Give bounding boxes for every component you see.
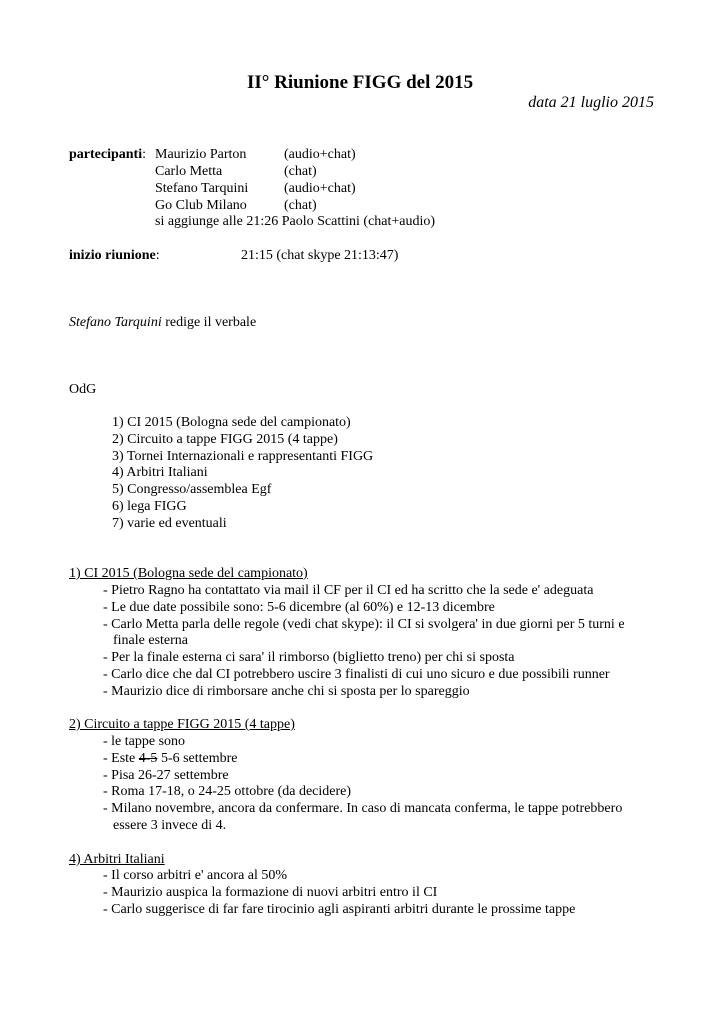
participants-colon: : (142, 147, 146, 162)
agenda-item: 6) lega FIGG (112, 499, 187, 514)
section-4-item: - Maurizio auspica la formazione di nuovi arbitri entro il CI (103, 885, 438, 900)
section-2-item: - Milano novembre, ancora da confermare. In caso di mancata conferma, le tappe potrebbero (103, 801, 623, 816)
section-1-item: - Per la finale esterna ci sara' il rimborso (biglietto treno) per chi si sposta (103, 650, 515, 665)
section-2-item-este (103, 750, 238, 767)
participants-label-text: partecipanti (69, 147, 143, 162)
section-1-item: - Pietro Ragno ha contattato via mail il CF per il CI ed ha scritto che la sede e' adeguata (103, 583, 594, 598)
section-2-item: - le tappe sono (103, 734, 186, 749)
participant-name: Stefano Tarquini (155, 181, 249, 196)
section-4-item: - Il corso arbitri e' ancora al 50% (103, 868, 288, 883)
participant-name: Maurizio Parton (155, 147, 247, 162)
section-1-item: - Carlo Metta parla delle regole (vedi chat skype): il CI si svolgera' in due giorni per 5 turni e (103, 617, 625, 632)
start-label (69, 247, 160, 264)
section-4-item: - Carlo suggerisce di far fare tirocinio agli aspiranti arbitri durante le prossime tappe (103, 902, 576, 917)
agenda-item: 3) Tornei Internazionali e rappresentanti FIGG (112, 449, 374, 464)
este-struck-date: 4-5 (138, 751, 158, 766)
agenda-item: 2) Circuito a tappe FIGG 2015 (4 tappe) (112, 432, 338, 447)
start-value: 21:15 (chat skype 21:13:47) (241, 248, 399, 263)
section-2-item: - Pisa 26-27 settembre (103, 768, 229, 783)
participant-mode: (audio+chat) (284, 181, 356, 196)
agenda-item: 4) Arbitri Italiani (112, 465, 208, 480)
late-participant: si aggiunge alle 21:26 Paolo Scattini (chat+audio) (155, 214, 436, 229)
section-2-heading: 2) Circuito a tappe FIGG 2015 (4 tappe) (69, 717, 295, 732)
secretary-text: redige il verbale (161, 315, 257, 330)
section-1-heading: 1) CI 2015 (Bologna sede del campionato) (69, 566, 308, 581)
section-1-item-continued: finale esterna (113, 633, 189, 648)
participant-mode: (audio+chat) (284, 147, 356, 162)
agenda-heading: OdG (69, 382, 97, 397)
este-prefix: - Este (103, 751, 139, 766)
agenda-item: 5) Congresso/assemblea Egf (112, 482, 272, 497)
participants-label (69, 146, 146, 163)
section-4-heading: 4) Arbitri Italiani (69, 852, 165, 867)
participant-name: Carlo Metta (155, 164, 223, 179)
section-1-item: - Le due date possibile sono: 5-6 dicembre (al 60%) e 12-13 dicembre (103, 600, 495, 615)
secretary-name: Stefano Tarquini (69, 315, 162, 330)
meeting-date: data 21 luglio 2015 (528, 94, 654, 111)
agenda-item: 7) varie ed eventuali (112, 516, 227, 531)
agenda-item: 1) CI 2015 (Bologna sede del campionato) (112, 415, 351, 430)
page-title: II° Riunione FIGG del 2015 (247, 72, 474, 93)
section-2-item-continued: essere 3 invece di 4. (113, 818, 227, 833)
section-1-item: - Carlo dice che dal CI potrebbero uscire 3 finalisti di cui uno sicuro e due possibili runner (103, 667, 610, 682)
participant-mode: (chat) (284, 164, 317, 179)
participant-name: Go Club Milano (155, 198, 247, 213)
secretary-line (69, 314, 256, 331)
section-2-item: - Roma 17-18, o 24-25 ottobre (da decidere) (103, 784, 352, 799)
este-new-date: 5-6 settembre (157, 751, 238, 766)
start-colon: : (155, 248, 160, 263)
participant-mode: (chat) (284, 198, 317, 213)
start-label-text: inizio riunione (69, 248, 156, 263)
section-1-item: - Maurizio dice di rimborsare anche chi si sposta per lo spareggio (103, 684, 470, 699)
